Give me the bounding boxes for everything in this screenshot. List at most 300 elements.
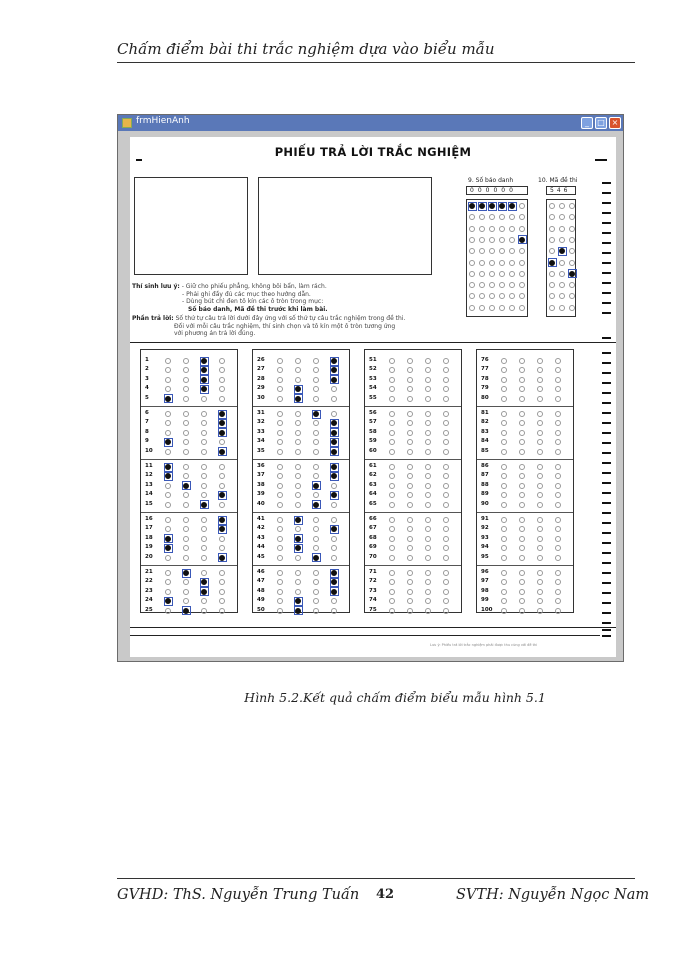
question-number: 26	[257, 357, 265, 363]
answer-bubble	[501, 608, 507, 614]
digit-bubble	[509, 282, 515, 288]
close-button[interactable]: ×	[609, 117, 621, 129]
question-number: 67	[369, 525, 377, 532]
digit-bubble	[489, 214, 495, 220]
answer-bubble	[313, 449, 319, 455]
digit-bubble	[519, 203, 525, 209]
grading-highlight	[294, 385, 303, 394]
grading-highlight	[330, 375, 339, 384]
answer-bubble	[277, 377, 283, 383]
answer-bubble	[443, 536, 449, 542]
answer-bubble	[555, 377, 561, 383]
grading-highlight	[200, 587, 209, 596]
digit-bubble	[509, 248, 515, 254]
digit-bubble	[469, 237, 475, 243]
grading-highlight	[468, 202, 477, 211]
answer-bubble	[407, 589, 413, 595]
answer-bubble	[277, 492, 283, 498]
answer-bubble	[519, 517, 525, 523]
question-number: 82	[481, 419, 489, 426]
answer-bubble	[443, 358, 449, 364]
digit-bubble	[569, 248, 575, 254]
exam-code-value: 546	[550, 187, 571, 194]
answer-bubble	[425, 526, 431, 532]
grading-highlight	[164, 597, 173, 606]
question-number: 18	[145, 534, 153, 541]
answer-bubble	[201, 545, 207, 551]
answer-bubble	[277, 536, 283, 542]
digit-bubble	[559, 260, 565, 266]
answer-bubble	[219, 386, 225, 392]
question-number: 38	[257, 481, 265, 488]
question-number: 75	[369, 606, 377, 613]
grading-highlight	[330, 569, 339, 578]
answer-bubble	[519, 396, 525, 402]
answer-bubble	[389, 608, 395, 614]
answer-bubble	[295, 526, 301, 532]
answer-bubble	[407, 555, 413, 561]
question-number: 24	[145, 597, 153, 604]
question-number: 28	[257, 375, 265, 382]
answer-bubble	[443, 555, 449, 561]
answer-bubble	[425, 589, 431, 595]
answer-bubble	[277, 420, 283, 426]
answer-bubble	[165, 358, 171, 364]
answer-bubble	[183, 598, 189, 604]
grading-highlight	[200, 578, 209, 587]
answer-bubble	[277, 358, 283, 364]
block-divider	[141, 565, 237, 566]
answer-bubble	[443, 439, 449, 445]
answer-bubble	[501, 545, 507, 551]
grading-highlight	[218, 428, 227, 437]
minimize-button[interactable]: _	[581, 117, 593, 129]
answer-bubble	[443, 449, 449, 455]
question-number: 33	[257, 428, 265, 435]
timing-mark	[602, 232, 611, 234]
answer-bubble	[295, 589, 301, 595]
answer-bubble	[501, 570, 507, 576]
digit-bubble	[559, 226, 565, 232]
answer-bubble	[331, 483, 337, 489]
footer-student: SVTH: Nguyễn Ngọc Nam	[456, 887, 650, 903]
answer-bubble	[537, 386, 543, 392]
digit-bubble	[489, 226, 495, 232]
answer-bubble	[501, 483, 507, 489]
answer-column-3	[364, 349, 462, 613]
answer-bubble	[313, 377, 319, 383]
answer-bubble	[389, 464, 395, 470]
question-number: 70	[369, 553, 377, 560]
answer-bubble	[219, 483, 225, 489]
answer-bubble	[425, 536, 431, 542]
question-number: 92	[481, 525, 489, 532]
block-divider	[141, 512, 237, 513]
answer-bubble	[219, 367, 225, 373]
block-divider	[477, 565, 573, 566]
question-number: 53	[369, 375, 377, 382]
digit-bubble	[469, 282, 475, 288]
answer-bubble	[519, 367, 525, 373]
answer-bubble	[537, 555, 543, 561]
answer-bubble	[519, 430, 525, 436]
question-number: 42	[257, 525, 265, 532]
grading-highlight	[200, 375, 209, 384]
page-number: 42	[376, 887, 395, 902]
grading-highlight	[330, 525, 339, 534]
question-number: 41	[257, 516, 265, 522]
answer-bubble	[277, 570, 283, 576]
answer-bubble	[407, 502, 413, 508]
answer-bubble	[425, 464, 431, 470]
grading-highlight	[312, 481, 321, 490]
timing-mark	[602, 302, 611, 304]
answer-bubble	[313, 386, 319, 392]
question-number: 21	[145, 569, 153, 575]
grading-highlight	[330, 463, 339, 472]
answer-column-2	[252, 349, 350, 613]
digit-bubble	[549, 305, 555, 311]
answer-bubble	[537, 411, 543, 417]
grading-highlight	[164, 463, 173, 472]
question-number: 90	[481, 500, 489, 507]
answer-bubble	[443, 589, 449, 595]
question-number: 22	[145, 578, 153, 585]
exam-code-box	[546, 186, 576, 195]
answer-bubble	[389, 367, 395, 373]
timing-mark	[602, 202, 611, 204]
question-number: 13	[145, 481, 153, 488]
question-number: 44	[257, 544, 265, 551]
answer-bubble	[277, 555, 283, 561]
answer-bubble	[443, 483, 449, 489]
answer-bubble	[407, 377, 413, 383]
answer-bubble	[201, 411, 207, 417]
answer-bubble	[407, 570, 413, 576]
answer-bubble	[219, 473, 225, 479]
answer-bubble	[425, 608, 431, 614]
answer-bubble	[313, 439, 319, 445]
grading-highlight	[330, 428, 339, 437]
question-number: 93	[481, 534, 489, 541]
answer-bubble	[295, 377, 301, 383]
timing-mark	[602, 282, 611, 284]
timing-mark	[602, 629, 611, 631]
answer-bubble	[183, 526, 189, 532]
answer-bubble	[183, 377, 189, 383]
timing-mark	[602, 262, 611, 264]
answer-bubble	[277, 396, 283, 402]
timing-mark	[602, 212, 611, 214]
timing-mark	[602, 592, 611, 594]
timing-mark	[602, 502, 611, 504]
question-number: 39	[257, 491, 265, 498]
answer-bubble	[389, 570, 395, 576]
answer-bubble	[389, 517, 395, 523]
answer-bubble	[425, 492, 431, 498]
answer-bubble	[425, 420, 431, 426]
grading-highlight	[568, 269, 577, 278]
answer-bubble	[501, 430, 507, 436]
answer-bubble	[537, 449, 543, 455]
grading-highlight	[218, 525, 227, 534]
answer-bubble	[555, 570, 561, 576]
answer-bubble	[425, 430, 431, 436]
answer-bubble	[407, 526, 413, 532]
digit-bubble	[479, 226, 485, 232]
timing-mark	[602, 402, 611, 404]
answer-bubble	[295, 439, 301, 445]
timing-mark	[602, 612, 611, 614]
question-number: 48	[257, 587, 265, 594]
answer-bubble	[295, 367, 301, 373]
answer-bubble	[295, 570, 301, 576]
answer-bubble	[407, 396, 413, 402]
answer-bubble	[425, 396, 431, 402]
answer-bubble	[313, 608, 319, 614]
answer-bubble	[519, 386, 525, 392]
question-number: 85	[481, 447, 489, 454]
answer-bubble	[331, 386, 337, 392]
question-number: 84	[481, 438, 489, 445]
question-number: 50	[257, 606, 265, 613]
question-number: 99	[481, 597, 489, 604]
answer-bubble	[555, 492, 561, 498]
answer-bubble	[295, 483, 301, 489]
sheet-title: PHIẾU TRẢ LỜI TRẮC NGHIỆM	[274, 145, 472, 159]
question-number: 20	[145, 553, 153, 560]
question-number: 69	[369, 544, 377, 551]
answer-bubble	[407, 386, 413, 392]
question-number: 49	[257, 597, 265, 604]
answer-bubble	[555, 526, 561, 532]
answer-bubble	[331, 555, 337, 561]
answer-bubble	[183, 420, 189, 426]
digit-bubble	[489, 248, 495, 254]
question-number: 94	[481, 544, 489, 551]
digit-bubble	[519, 214, 525, 220]
question-number: 40	[257, 500, 265, 507]
answer-bubble	[555, 411, 561, 417]
digit-bubble	[469, 214, 475, 220]
question-number: 60	[369, 447, 377, 454]
timing-mark	[602, 192, 611, 194]
answer-bubble	[219, 579, 225, 585]
question-number: 34	[257, 438, 265, 445]
footer-rule	[117, 878, 635, 879]
answer-bubble	[443, 570, 449, 576]
answer-bubble	[219, 396, 225, 402]
digit-bubble	[569, 305, 575, 311]
answer-bubble	[201, 439, 207, 445]
answer-bubble	[501, 526, 507, 532]
answer-bubble	[219, 464, 225, 470]
answer-bubble	[201, 608, 207, 614]
grading-highlight	[312, 553, 321, 562]
answer-bubble	[537, 526, 543, 532]
timing-mark	[602, 635, 611, 637]
answer-bubble	[201, 492, 207, 498]
timing-mark	[602, 522, 611, 524]
question-number: 31	[257, 410, 265, 416]
grading-highlight	[294, 597, 303, 606]
answer-bubble	[183, 579, 189, 585]
timing-mark	[602, 292, 611, 294]
answer-sheet-image	[130, 137, 616, 657]
answer-bubble	[389, 411, 395, 417]
answer-bubble	[165, 526, 171, 532]
question-number: 96	[481, 569, 489, 575]
answer-bubble	[201, 483, 207, 489]
question-number: 91	[481, 516, 489, 522]
question-number: 19	[145, 544, 153, 551]
grading-highlight	[200, 500, 209, 509]
answer-bubble	[555, 555, 561, 561]
grading-highlight	[518, 235, 527, 244]
answer-bubble	[201, 526, 207, 532]
answer-bubble	[555, 545, 561, 551]
answer-bubble	[201, 396, 207, 402]
question-number: 54	[369, 385, 377, 392]
answer-bubble	[183, 589, 189, 595]
answer-bubble	[183, 545, 189, 551]
answer-bubble	[389, 473, 395, 479]
answer-bubble	[407, 473, 413, 479]
answer-bubble	[201, 570, 207, 576]
grading-highlight	[218, 491, 227, 500]
digit-bubble	[559, 214, 565, 220]
answer-bubble	[537, 396, 543, 402]
answer-bubble	[313, 473, 319, 479]
answer-bubble	[501, 589, 507, 595]
answer-bubble	[501, 536, 507, 542]
exam-code-grid	[546, 199, 576, 317]
answer-bubble	[313, 536, 319, 542]
question-number: 29	[257, 385, 265, 392]
grading-highlight	[330, 578, 339, 587]
question-number: 63	[369, 481, 377, 488]
header-rule	[117, 62, 635, 63]
block-divider	[253, 406, 349, 407]
grading-highlight	[164, 534, 173, 543]
answer-column-1	[140, 349, 238, 613]
grading-highlight	[182, 569, 191, 578]
answer-bubble	[313, 367, 319, 373]
grading-highlight	[164, 394, 173, 403]
note-line: Số báo danh, Mã đề thi trước khi làm bài.	[188, 305, 328, 313]
answer-bubble	[389, 358, 395, 364]
answer-bubble	[519, 536, 525, 542]
question-number: 32	[257, 419, 265, 426]
digit-bubble	[549, 248, 555, 254]
digit-bubble	[569, 293, 575, 299]
answer-bubble	[519, 570, 525, 576]
digit-bubble	[519, 260, 525, 266]
timing-mark	[602, 362, 611, 364]
answer-bubble	[519, 464, 525, 470]
answer-bubble	[389, 545, 395, 551]
timing-mark	[602, 542, 611, 544]
bottom-rule	[130, 635, 600, 636]
grading-highlight	[294, 394, 303, 403]
digit-bubble	[479, 282, 485, 288]
timing-mark	[602, 532, 611, 534]
question-number: 15	[145, 500, 153, 507]
candidate-number-value: 000000	[470, 187, 517, 194]
digit-bubble	[559, 203, 565, 209]
answer-bubble	[389, 483, 395, 489]
question-number: 4	[145, 385, 149, 392]
answer-bubble	[537, 377, 543, 383]
block-divider	[365, 459, 461, 460]
question-number: 52	[369, 366, 377, 373]
answer-bubble	[443, 396, 449, 402]
answer-bubble	[407, 420, 413, 426]
answer-bubble	[501, 473, 507, 479]
answer-bubble	[183, 386, 189, 392]
question-number: 65	[369, 500, 377, 507]
footer-advisor: GVHD: ThS. Nguyễn Trung Tuấn	[117, 887, 360, 903]
answer-bubble	[313, 430, 319, 436]
block-divider	[253, 459, 349, 460]
answer-bubble	[389, 396, 395, 402]
maximize-button[interactable]: □	[595, 117, 607, 129]
answer-bubble	[555, 608, 561, 614]
question-number: 46	[257, 569, 265, 575]
answer-bubble	[219, 570, 225, 576]
answer-bubble	[519, 492, 525, 498]
answer-bubble	[501, 502, 507, 508]
bottom-rule	[130, 627, 616, 628]
photo-box	[134, 177, 248, 275]
answer-bubble	[501, 386, 507, 392]
answer-bubble	[425, 473, 431, 479]
answer-bubble	[501, 411, 507, 417]
answer-bubble	[443, 492, 449, 498]
question-number: 27	[257, 366, 265, 373]
candidate-number-box	[466, 186, 528, 195]
grading-highlight	[330, 447, 339, 456]
grading-highlight	[294, 534, 303, 543]
answer-bubble	[313, 589, 319, 595]
question-number: 80	[481, 394, 489, 401]
answer-bubble	[519, 449, 525, 455]
question-number: 98	[481, 587, 489, 594]
answer-bubble	[219, 589, 225, 595]
answer-bubble	[407, 608, 413, 614]
question-number: 11	[145, 463, 153, 469]
timing-mark	[602, 582, 611, 584]
answer-bubble	[425, 502, 431, 508]
question-number: 47	[257, 578, 265, 585]
answer-bubble	[443, 386, 449, 392]
figure-caption: Hình 5.2.Kết quả chấm điểm biểu mẫu hình 5.1	[244, 690, 546, 705]
question-number: 1	[145, 357, 149, 363]
answer-bubble	[537, 492, 543, 498]
answer-bubble	[407, 411, 413, 417]
answer-bubble	[183, 473, 189, 479]
answer-bubble	[313, 492, 319, 498]
answer-bubble	[295, 430, 301, 436]
answer-bubble	[295, 473, 301, 479]
window-titlebar[interactable]	[118, 115, 623, 131]
question-number: 89	[481, 491, 489, 498]
answer-bubble	[519, 589, 525, 595]
digit-bubble	[519, 248, 525, 254]
grading-highlight	[218, 553, 227, 562]
registration-mark	[595, 159, 607, 161]
answer-bubble	[313, 420, 319, 426]
